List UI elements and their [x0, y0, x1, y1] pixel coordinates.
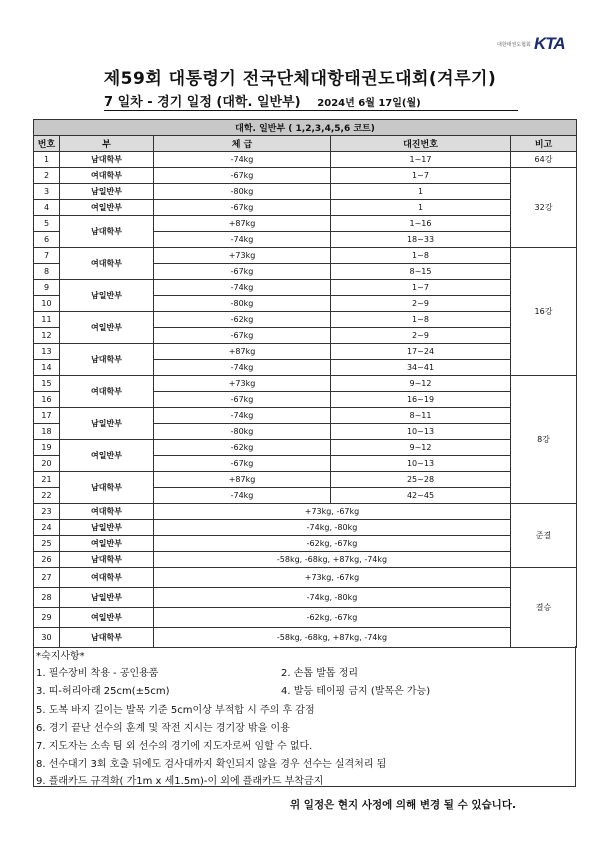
row-number: 16 [34, 392, 60, 408]
row-remark: 32강 [511, 168, 577, 248]
table-row [34, 168, 577, 184]
col-header-division: 부 [60, 136, 154, 152]
table-row [34, 568, 577, 588]
row-number: 17 [34, 408, 60, 424]
row-bracket: 34~41 [331, 360, 511, 376]
row-weight: -80kg [154, 296, 331, 312]
page-title: 제59회 대통령기 전국단체대항태권도대회(겨루기) [103, 69, 497, 89]
row-number: 4 [34, 200, 60, 216]
row-bracket: 9~12 [331, 440, 511, 456]
col-header-weight: 체 급 [154, 136, 331, 152]
row-bracket: 1~16 [331, 216, 511, 232]
row-remark: 준결 [511, 504, 577, 568]
row-bracket: 10~13 [331, 424, 511, 440]
row-weight: +73kg [154, 376, 331, 392]
row-weight: -74kg [154, 280, 331, 296]
table-row [34, 408, 577, 424]
row-weight: -74kg [154, 408, 331, 424]
row-number: 27 [34, 568, 60, 588]
row-bracket: 1 [331, 184, 511, 200]
row-division: 여일반부 [60, 440, 154, 472]
note-item: 1. 필수장비 착용 - 공인용품 [36, 668, 159, 679]
logo-org-text: 대한태권도협회 [497, 42, 531, 48]
table-row [34, 520, 577, 536]
logo-mark [534, 34, 565, 54]
row-number: 28 [34, 588, 60, 608]
row-number: 22 [34, 488, 60, 504]
col-header-bracket: 대진번호 [331, 136, 511, 152]
row-number: 15 [34, 376, 60, 392]
note-item: 5. 도복 바지 길이는 발목 기준 5cm이상 부적합 시 주의 후 감점 [36, 705, 315, 716]
row-remark: 16강 [511, 248, 577, 376]
row-weight: +73kg, -67kg [154, 568, 511, 588]
row-number: 24 [34, 520, 60, 536]
row-bracket: 10~13 [331, 456, 511, 472]
table-row [34, 472, 577, 488]
row-division: 여대학부 [60, 376, 154, 408]
kta-logo [497, 34, 573, 56]
row-division: 여일반부 [60, 536, 154, 552]
row-division: 여일반부 [60, 200, 154, 216]
schedule-table [33, 119, 577, 648]
row-number: 23 [34, 504, 60, 520]
note-item: 4. 발등 테이핑 금지 (발목은 가능) [281, 686, 431, 697]
table-row [34, 376, 577, 392]
row-number: 21 [34, 472, 60, 488]
row-division: 남대학부 [60, 552, 154, 568]
logo-mark-text: KTA [534, 34, 565, 53]
notes-header: *숙지사항* [36, 651, 85, 662]
table-row [34, 184, 577, 200]
row-division: 남대학부 [60, 152, 154, 168]
row-weight: -62kg [154, 440, 331, 456]
row-division: 여대학부 [60, 568, 154, 588]
row-number: 2 [34, 168, 60, 184]
table-row [34, 200, 577, 216]
row-number: 3 [34, 184, 60, 200]
row-weight: -67kg [154, 392, 331, 408]
col-header-remark: 비고 [511, 136, 577, 152]
table-row [34, 552, 577, 568]
row-bracket: 8~15 [331, 264, 511, 280]
row-weight: -74kg, -80kg [154, 588, 511, 608]
row-division: 남일반부 [60, 184, 154, 200]
table-row [34, 344, 577, 360]
row-number: 29 [34, 608, 60, 628]
table-row [34, 440, 577, 456]
row-remark: 8강 [511, 376, 577, 504]
row-bracket: 1 [331, 200, 511, 216]
row-number: 26 [34, 552, 60, 568]
row-weight: -62kg, -67kg [154, 608, 511, 628]
row-number: 12 [34, 328, 60, 344]
row-weight: -67kg [154, 200, 331, 216]
table-row [34, 216, 577, 232]
row-bracket: 18~33 [331, 232, 511, 248]
row-bracket: 1~8 [331, 248, 511, 264]
table-row [34, 608, 577, 628]
row-weight: -74kg [154, 360, 331, 376]
row-division: 남대학부 [60, 472, 154, 504]
note-item: 6. 경기 끝난 선수의 훈계 및 작전 지시는 경기장 밖을 이용 [36, 723, 290, 734]
row-weight: +73kg, -67kg [154, 504, 511, 520]
row-weight: -58kg, -68kg, +87kg, -74kg [154, 628, 511, 648]
row-weight: -67kg [154, 264, 331, 280]
row-number: 10 [34, 296, 60, 312]
row-division: 여대학부 [60, 168, 154, 184]
row-number: 13 [34, 344, 60, 360]
table-row [34, 628, 577, 648]
row-remark: 결승 [511, 568, 577, 648]
table-row [34, 280, 577, 296]
row-weight: -74kg [154, 232, 331, 248]
note-item: 8. 선수대기 3회 호출 뒤에도 검사대까지 확인되지 않을 경우 선수는 실격처리 됨 [36, 759, 387, 770]
row-number: 8 [34, 264, 60, 280]
note-item: 3. 띠-허리아래 25cm(±5cm) [36, 686, 170, 697]
row-weight: -67kg [154, 456, 331, 472]
row-weight: -74kg [154, 488, 331, 504]
row-weight: -80kg [154, 184, 331, 200]
row-division: 남일반부 [60, 280, 154, 312]
table-row [34, 588, 577, 608]
row-bracket: 25~28 [331, 472, 511, 488]
table-row [34, 312, 577, 328]
row-weight: -58kg, -68kg, +87kg, -74kg [154, 552, 511, 568]
note-item: 7. 지도자는 소속 팀 외 선수의 경기에 지도자로써 임할 수 없다. [36, 741, 313, 752]
row-division: 남일반부 [60, 408, 154, 440]
row-division: 남대학부 [60, 344, 154, 376]
row-number: 7 [34, 248, 60, 264]
row-weight: -80kg [154, 424, 331, 440]
row-number: 6 [34, 232, 60, 248]
row-number: 25 [34, 536, 60, 552]
row-weight: +87kg [154, 472, 331, 488]
row-bracket: 2~9 [331, 328, 511, 344]
row-bracket: 17~24 [331, 344, 511, 360]
row-bracket: 2~9 [331, 296, 511, 312]
subtitle-date: 2024년 6월 17일(월) [317, 98, 421, 109]
table-row [34, 536, 577, 552]
row-division: 여대학부 [60, 504, 154, 520]
footer-notice: 위 일정은 현지 사정에 의해 변경 될 수 있습니다. [290, 799, 516, 811]
row-remark: 64강 [511, 152, 577, 168]
subtitle-main: 7 일차 - 경기 일정 (대학. 일반부) [104, 95, 301, 110]
row-number: 18 [34, 424, 60, 440]
row-bracket: 1~7 [331, 168, 511, 184]
row-bracket: 16~19 [331, 392, 511, 408]
row-weight: -67kg [154, 328, 331, 344]
table-section-title: 대학. 일반부 ( 1,2,3,4,5,6 코트) [34, 120, 577, 136]
row-bracket: 42~45 [331, 488, 511, 504]
row-division: 남일반부 [60, 588, 154, 608]
row-number: 19 [34, 440, 60, 456]
row-weight: -67kg [154, 168, 331, 184]
note-item: 2. 손톱 발톱 정리 [281, 668, 359, 679]
row-number: 1 [34, 152, 60, 168]
row-bracket: 1~8 [331, 312, 511, 328]
row-weight: -74kg [154, 152, 331, 168]
row-division: 남대학부 [60, 628, 154, 648]
row-division: 남일반부 [60, 520, 154, 536]
page-subtitle [104, 91, 518, 111]
row-number: 30 [34, 628, 60, 648]
row-weight: -74kg, -80kg [154, 520, 511, 536]
row-division: 여일반부 [60, 312, 154, 344]
row-bracket: 8~11 [331, 408, 511, 424]
row-number: 9 [34, 280, 60, 296]
row-weight: +87kg [154, 344, 331, 360]
table-row [34, 504, 577, 520]
row-number: 14 [34, 360, 60, 376]
row-division: 여대학부 [60, 248, 154, 280]
row-bracket: 1~7 [331, 280, 511, 296]
row-number: 5 [34, 216, 60, 232]
row-number: 11 [34, 312, 60, 328]
row-bracket: 9~12 [331, 376, 511, 392]
row-weight: +87kg [154, 216, 331, 232]
row-weight: -62kg [154, 312, 331, 328]
table-row [34, 248, 577, 264]
row-number: 20 [34, 456, 60, 472]
notes-box [33, 646, 576, 787]
row-bracket: 1~17 [331, 152, 511, 168]
row-weight: -62kg, -67kg [154, 536, 511, 552]
row-division: 여일반부 [60, 608, 154, 628]
col-header-number: 번호 [34, 136, 60, 152]
table-row [34, 152, 577, 168]
note-item: 9. 플래카드 규격화( 가1m x 세1.5m)-이 외에 플래카드 부착금지 [36, 776, 324, 787]
row-division: 남대학부 [60, 216, 154, 248]
row-weight: +73kg [154, 248, 331, 264]
